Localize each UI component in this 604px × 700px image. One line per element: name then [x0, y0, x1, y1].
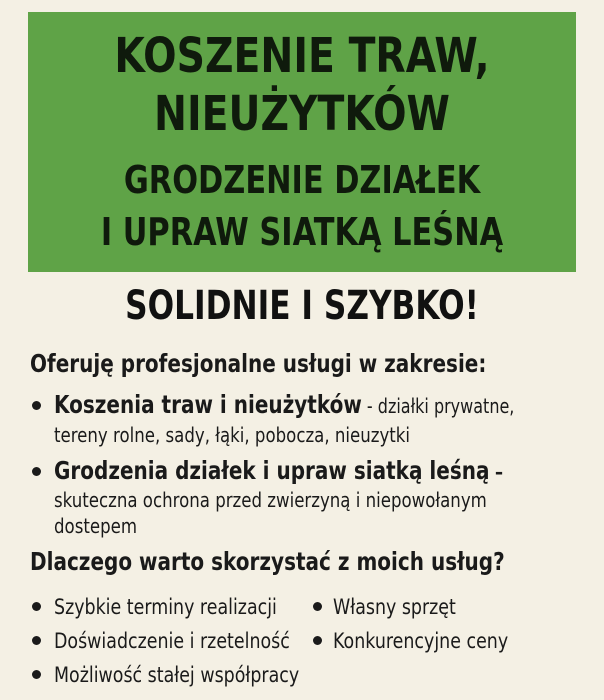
service-separator: -	[361, 394, 378, 418]
service-title: Grodzenia działek i upraw siatką leśną	[54, 456, 490, 485]
advantage-item: Własny sprzęt	[333, 595, 456, 619]
advantage-item: Możliwość stałej współpracy	[54, 663, 300, 687]
service-item-mowing	[54, 390, 514, 421]
service-description: działki prywatne,	[377, 394, 515, 418]
headline-line-4: I UPRAW SIATKĄ LEŚNĄ	[100, 210, 504, 254]
advantage-item: Konkurencyjne ceny	[333, 629, 509, 653]
headline-banner	[28, 12, 576, 272]
service-item-fencing	[54, 456, 503, 487]
bullet-icon	[313, 636, 322, 645]
service-description-continued: tereny rolne, sady, łąki, pobocza, nieuzytki	[54, 423, 411, 447]
slogan: SOLIDNIE I SZYBKO!	[125, 283, 479, 329]
bullet-icon	[32, 467, 41, 476]
headline-line-3: GRODZENIE DZIAŁEK	[123, 158, 481, 202]
headline-line-2: NIEUŻYTKÓW	[154, 86, 450, 142]
bullet-icon	[32, 602, 41, 611]
bullet-icon	[32, 401, 41, 410]
services-intro: Oferuję profesjonalne usługi w zakresie:	[30, 349, 487, 378]
service-description-continued: dostepem	[54, 514, 137, 538]
advantage-item: Szybkie terminy realizacji	[54, 595, 277, 619]
why-heading: Dlaczego warto skorzystać z moich usług?	[30, 547, 505, 576]
bullet-icon	[32, 636, 41, 645]
bullet-icon	[313, 602, 322, 611]
advantage-item: Doświadczenie i rzetelność	[54, 629, 290, 653]
headline-line-1: KOSZENIE TRAW,	[114, 28, 490, 84]
service-separator: –	[489, 460, 504, 484]
service-description: skuteczna ochrona przed zwierzyną i niepowołanym	[54, 488, 487, 512]
service-title: Koszenia traw i nieużytków	[54, 390, 362, 419]
bullet-icon	[32, 670, 41, 679]
